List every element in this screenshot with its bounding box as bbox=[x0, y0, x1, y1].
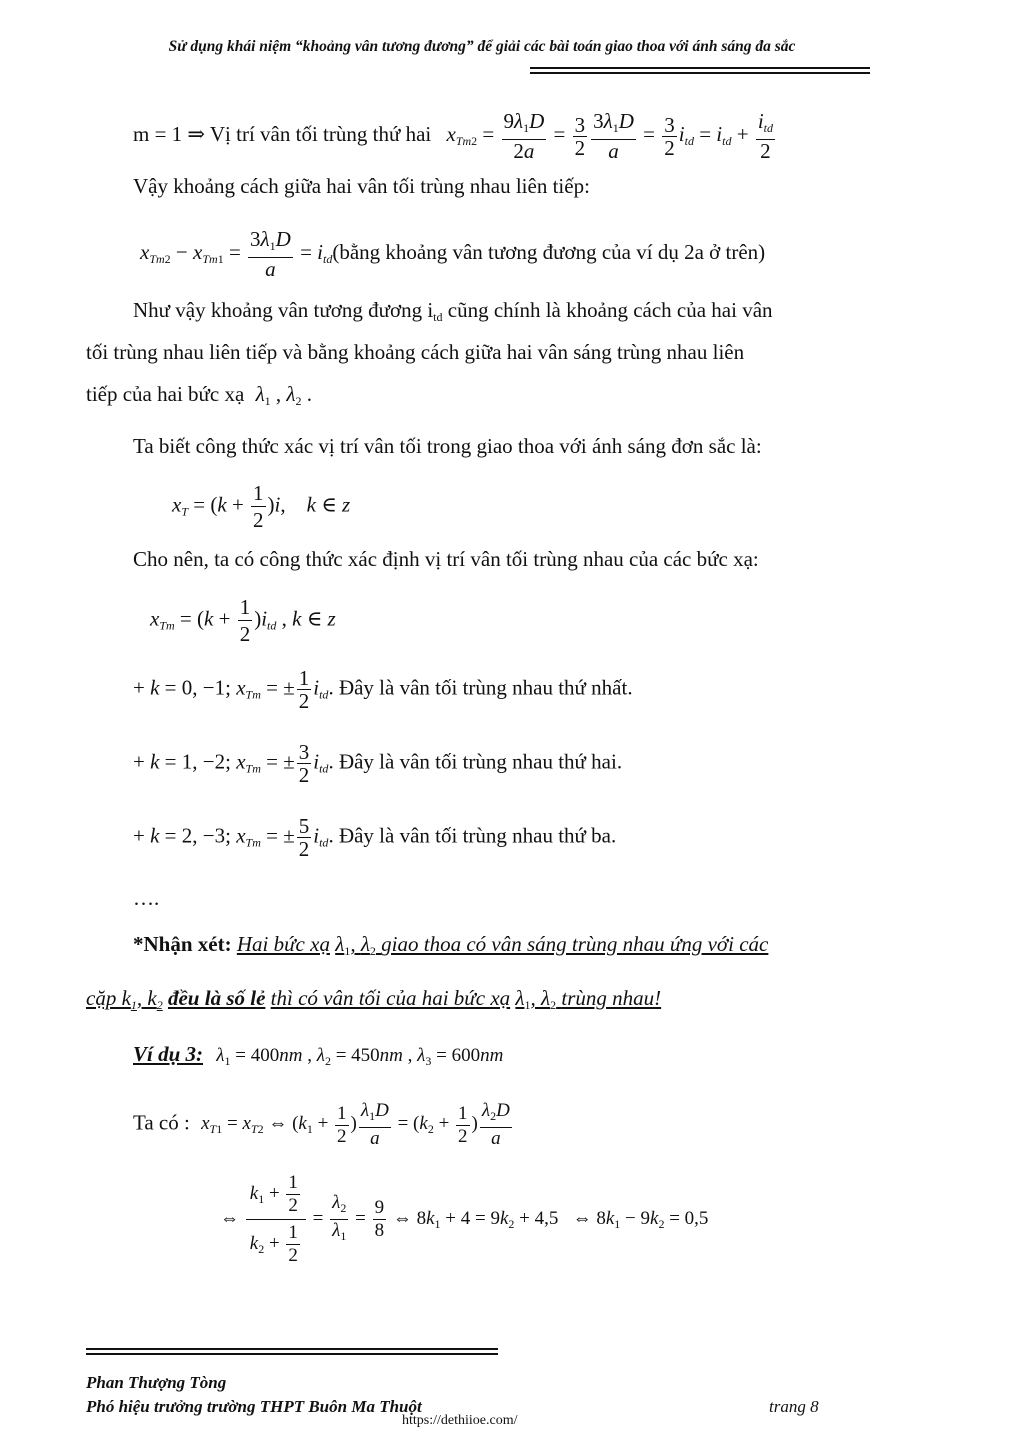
line-m1-text: m = 1 ⇒ Vị trí vân tối trùng thứ hai bbox=[133, 121, 432, 146]
case-1: + k = 0, −1; $x_{Tm}$ = ± $\frac{1}{2}$ $i_{td}$. Đây là vân tối trùng nhau thứ nhất. bbox=[133, 666, 633, 713]
footer-rule-top bbox=[86, 1348, 498, 1350]
footer-role: Phó hiệu trưởng trường THPT Buôn Ma Thuột bbox=[86, 1397, 422, 1416]
header-rule-bottom bbox=[530, 72, 870, 74]
para-nhu-vay-line1: Như vậy khoảng vân tương đương itd cũng chính là khoảng cách của hai vân bbox=[133, 298, 773, 324]
remark-line1: *Nhận xét: Hai bức xạ λ1, λ2 giao thoa có vân sáng trùng nhau ứng với các bbox=[133, 932, 769, 958]
formula-distance: $x_{Tm}2 - x_{Tm}1$ = $\frac{3\lambda 1D}{a}$ = $i_{td}(bằng$ khoảng vân tương đương của ví dụ 2a ở trên) bbox=[140, 227, 766, 281]
footer-url[interactable]: https://dethiioe.com/ bbox=[402, 1413, 518, 1428]
formula-xt: $x_T = (k$ + $\frac{1}{2}$ )i, k ∈ z bbox=[172, 481, 351, 532]
footer-author: Phan Thượng Tòng bbox=[86, 1373, 227, 1392]
formula-ratio: ⇔ $k_1$ + $\frac{1}{2}$ $k_2$ + $\frac{1}{2}$ = $\frac{\lambda_2}{\lambda_1}$ = $\frac{9}{8}$ ⇔ $8k_1 + 4 = 9k_2 + 4,5$ ⇔ $8k_1 - 9k_2 = 0,5$ bbox=[220, 1172, 709, 1266]
footer-rule-bottom bbox=[86, 1353, 498, 1355]
header-rule-top bbox=[530, 67, 870, 69]
para-distance: Vậy khoảng cách giữa hai vân tối trùng nhau liên tiếp: bbox=[133, 174, 590, 198]
para-cho-nen: Cho nên, ta có công thức xác định vị trí vân tối trùng nhau của các bức xạ: bbox=[133, 547, 759, 571]
line-m1 bbox=[133, 110, 777, 162]
example-3: Ví dụ 3: $\lambda_1 = 400nm$ , $\lambda_2 = 450nm$ , $\lambda_3 = 600nm$ bbox=[133, 1042, 504, 1068]
para-nhu-vay-line3: tiếp của hai bức xạ λ1 , λ2 . bbox=[86, 382, 313, 408]
page-number: trang 8 bbox=[769, 1397, 819, 1416]
note-distance: (bằng khoảng vân tương đương của ví dụ 2a ở trên) bbox=[332, 239, 766, 264]
formula-xtm: $x_{Tm} = (k$ + $\frac{1}{2}$ )$i_{td}$ , k ∈ z bbox=[150, 595, 336, 646]
para-nhu-vay-line2: tối trùng nhau liên tiếp và bằng khoảng cách giữa hai vân sáng trùng nhau liên bbox=[86, 340, 745, 364]
case-3: + k = 2, −3; $x_{Tm}$ = ± $\frac{5}{2}$ $i_{td}$. Đây là vân tối trùng nhau thứ ba. bbox=[133, 814, 617, 861]
ta-co-line: Ta có : $x_{T1} = x_{T2}$ ⇔ ($k_1$ + $\frac{1}{2}$ ) $\frac{\lambda_1D}{a}$ = ($k_2$ + $\frac{1}{2}$ ) $\frac{\lambda_2D}{a}$ bbox=[133, 1100, 510, 1149]
page-header-title: Sử dụng khái niệm “khoảng vân tương đương” để giải các bài toán giao thoa với ánh sáng đa sắc bbox=[168, 38, 796, 55]
formula-xtm2: $x_{Tm}2$ = $\frac{9\lambda 1D}{2a}$ = $\frac{3}{2}$ $\frac{3\lambda 1D}{a}$ = $\frac{3}{2}$ $i_{td} = i_{td}$ + $\frac{i_{td}}{2}$ bbox=[446, 109, 774, 163]
remark-line2: cặp k1, k2 đều là số lẻ thì có vân tối của hai bức xạ λ1, λ2 trùng nhau! bbox=[86, 986, 662, 1012]
para-formula-intro: Ta biết công thức xác vị trí vân tối trong giao thoa với ánh sáng đơn sắc là: bbox=[133, 434, 762, 458]
ellipsis: …. bbox=[133, 886, 160, 910]
case-2: + k = 1, −2; $x_{Tm}$ = ± $\frac{3}{2}$ $i_{td}$. Đây là vân tối trùng nhau thứ hai. bbox=[133, 740, 623, 787]
